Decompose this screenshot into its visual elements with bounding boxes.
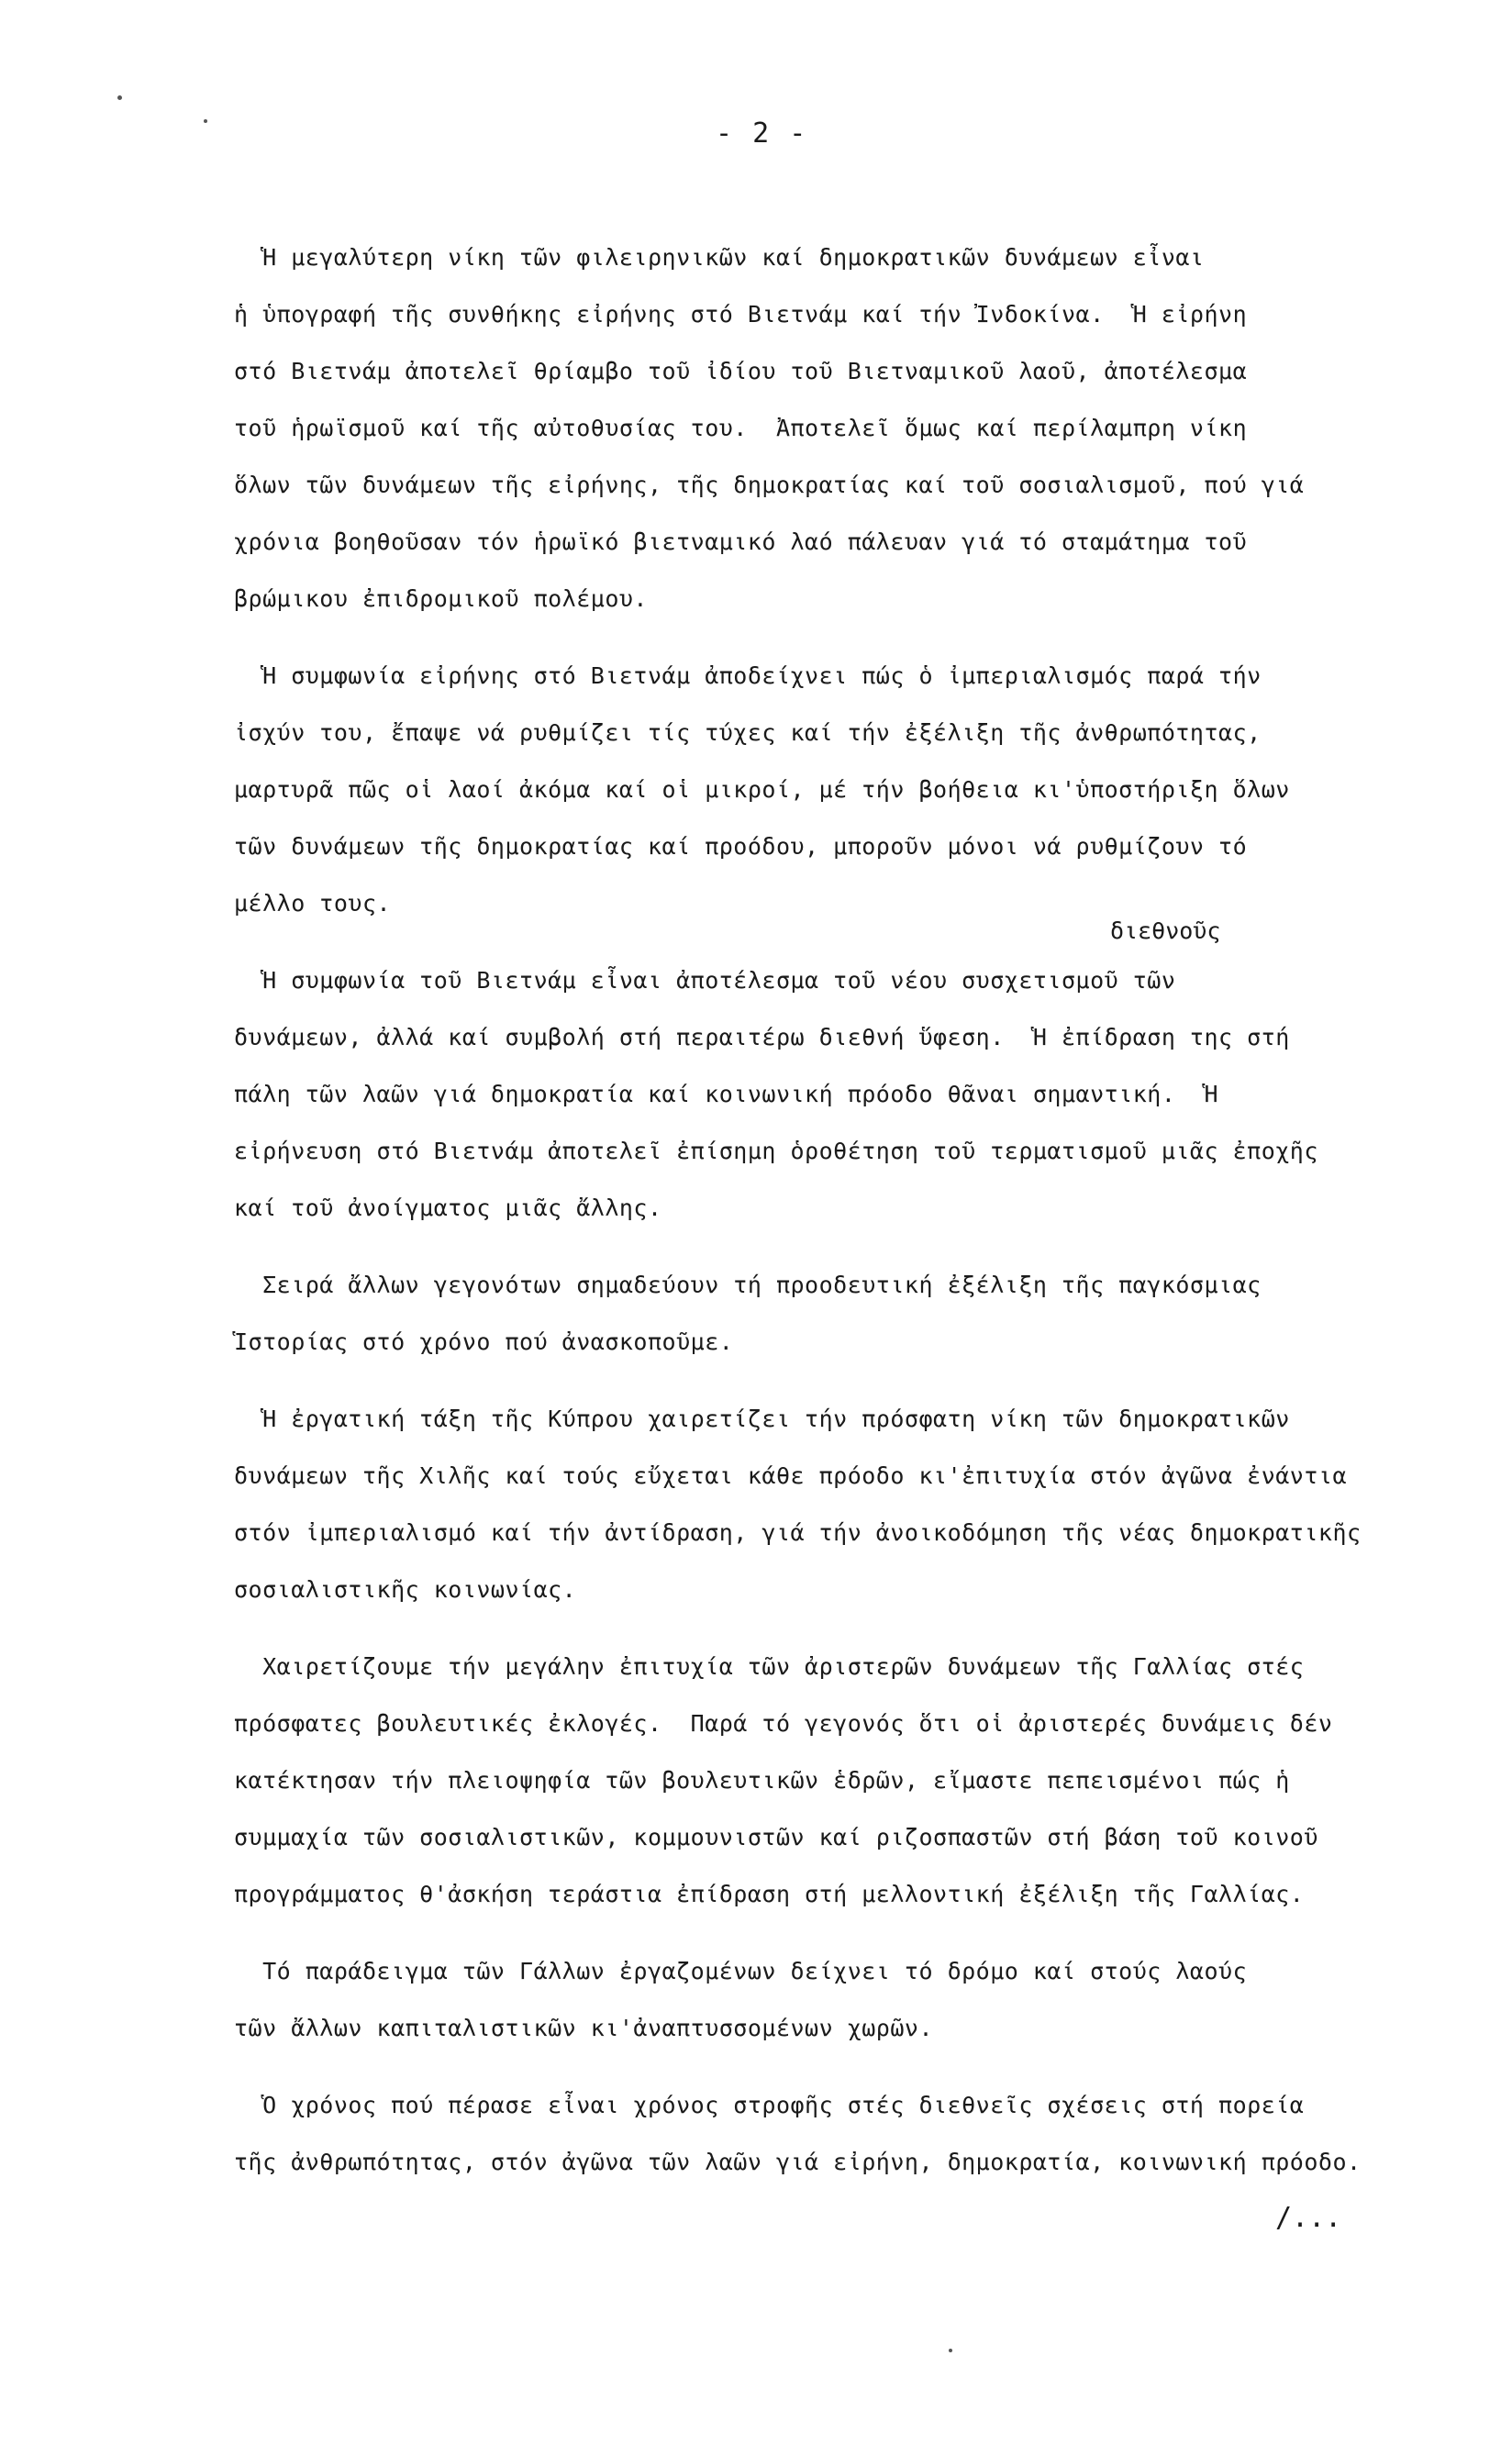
text-line: καί τοῦ ἀνοίγματος μιᾶς ἄλλης. [234,1195,662,1221]
text-line: τοῦ ἡρωϊσμοῦ καί τῆς αὐτοθυσίας του. Ἀποτελεῖ ὅμως καί περίλαμπρη νίκη [234,415,1248,441]
text-line: βρώμικου ἐπιδρομικοῦ πολέμου. [234,585,648,612]
text-line: Ἡ μεγαλύτερη νίκη τῶν φιλειρηνικῶν καί δημοκρατικῶν δυνάμεων εἶναι [234,244,1205,271]
text-line: μαρτυρᾶ πῶς οἱ λαοί ἀκόμα καί οἱ μικροί, μέ τήν βοήθεια κι'ὑποστήριξη ὅλων [234,776,1290,803]
text-line: συμμαχία τῶν σοσιαλιστικῶν, κομμουνιστῶν καί ριζοσπαστῶν στή βάση τοῦ κοινοῦ [234,1824,1318,1850]
text-line: τῶν δυνάμεων τῆς δημοκρατίας καί προόδου, μποροῦν μόνοι νά ρυθμίζουν τό [234,833,1248,860]
paragraph [234,1257,1482,1371]
text-line: Ἡ ἐργατική τάξη τῆς Κύπρου χαιρετίζει τήν πρόσφατη νίκη τῶν δημοκρατικῶν [234,1406,1290,1432]
text-line: Ἡ συμφωνία εἰρήνης στό Βιετνάμ ἀποδείχνει πώς ὁ ἰμπεριαλισμός παρά τήν [234,662,1262,689]
paragraph [234,1639,1482,1923]
text-line: πρόσφατες βουλευτικές ἐκλογές. Παρά τό γεγονός ὅτι οἱ ἀριστερές δυνάμεις δέν [234,1710,1333,1737]
text-line: κατέκτησαν τήν πλειοψηφία τῶν βουλευτικῶν ἑδρῶν, εἴμαστε πεπεισμένοι πώς ἡ [234,1767,1290,1794]
text-line: τῶν ἄλλων καπιταλιστικῶν κι'ἀναπτυσσομένων χωρῶν. [234,2015,934,2041]
text-line: χρόνια βοηθοῦσαν τόν ἡρωϊκό βιετναμικό λαό πάλευαν γιά τό σταμάτημα τοῦ [234,528,1248,555]
interlinear-insert: διεθνοῦς [1110,917,1221,944]
scan-speck [204,119,207,123]
text-line: ἡ ὑπογραφή τῆς συνθήκης εἰρήνης στό Βιετνάμ καί τήν Ἰνδοκίνα. Ἡ εἰρήνη [234,301,1248,328]
text-line: στόν ἰμπεριαλισμό καί τήν ἀντίδραση, γιά τήν ἀνοικοδόμηση τῆς νέας δημοκρατικῆς [234,1519,1362,1546]
text-line: μέλλο τους. [234,890,392,917]
scan-speck [949,2349,952,2352]
paragraph [234,952,1482,1237]
paragraph [234,648,1482,932]
text-line: πάλη τῶν λαῶν γιά δημοκρατία καί κοινωνική πρόοδο θᾶναι σημαντική. Ἡ [234,1081,1219,1107]
continuation-mark: /... [1275,2202,1342,2234]
paragraph [234,1391,1482,1618]
text-line: Σειρά ἄλλων γεγονότων σημαδεύουν τή προοδευτική ἐξέλιξη τῆς παγκόσμιας [234,1272,1262,1298]
paragraph [234,229,1482,628]
text-line: τῆς ἀνθρωπότητας, στόν ἀγῶνα τῶν λαῶν γιά εἰρήνη, δημοκρατία, κοινωνική πρόοδο. [234,2149,1362,2175]
text-line: ἰσχύν του, ἔπαψε νά ρυθμίζει τίς τύχες καί τήν ἐξέλιξη τῆς ἀνθρωπότητας, [234,719,1262,746]
scan-speck [117,95,122,100]
text-line: Χαιρετίζουμε τήν μεγάλην ἐπιτυχία τῶν ἀριστερῶν δυνάμεων τῆς Γαλλίας στές [234,1653,1305,1680]
text-line: ὅλων τῶν δυνάμεων τῆς εἰρήνης, τῆς δημοκρατίας καί τοῦ σοσιαλισμοῦ, πού γιά [234,472,1305,498]
text-line: σοσιαλιστικῆς κοινωνίας. [234,1576,577,1603]
paragraph [234,2077,1482,2191]
text-line: Ἱστορίας στό χρόνο πού ἀνασκοποῦμε. [234,1328,734,1355]
text-line: Ὁ χρόνος πού πέρασε εἶναι χρόνος στροφῆς στές διεθνεῖς σχέσεις στή πορεία [234,2092,1305,2118]
page-number: - 2 - [716,117,808,150]
text-line: εἰρήνευση στό Βιετνάμ ἀποτελεῖ ἐπίσημη ὁροθέτηση τοῦ τερματισμοῦ μιᾶς ἐποχῆς [234,1138,1318,1164]
paragraph [234,1943,1482,2057]
text-line: Ἡ συμφωνία τοῦ Βιετνάμ εἶναι ἀποτέλεσμα τοῦ νέου συσχετισμοῦ τῶν [234,967,1176,994]
document-body [234,229,1482,2191]
text-line: προγράμματος θ'ἀσκήση τεράστια ἐπίδραση στή μελλοντική ἐξέλιξη τῆς Γαλλίας. [234,1881,1305,1907]
text-line: δυνάμεων, ἀλλά καί συμβολή στή περαιτέρω διεθνή ὕφεση. Ἡ ἐπίδραση της στή [234,1024,1290,1050]
text-line: δυνάμεων τῆς Χιλῆς καί τούς εὔχεται κάθε πρόοδο κι'ἐπιτυχία στόν ἀγῶνα ἐνάντια [234,1462,1347,1489]
text-line: Τό παράδειγμα τῶν Γάλλων ἐργαζομένων δείχνει τό δρόμο καί στούς λαούς [234,1958,1248,1984]
text-line: στό Βιετνάμ ἀποτελεῖ θρίαμβο τοῦ ἰδίου τοῦ Βιετναμικοῦ λαοῦ, ἀποτέλεσμα [234,358,1248,384]
